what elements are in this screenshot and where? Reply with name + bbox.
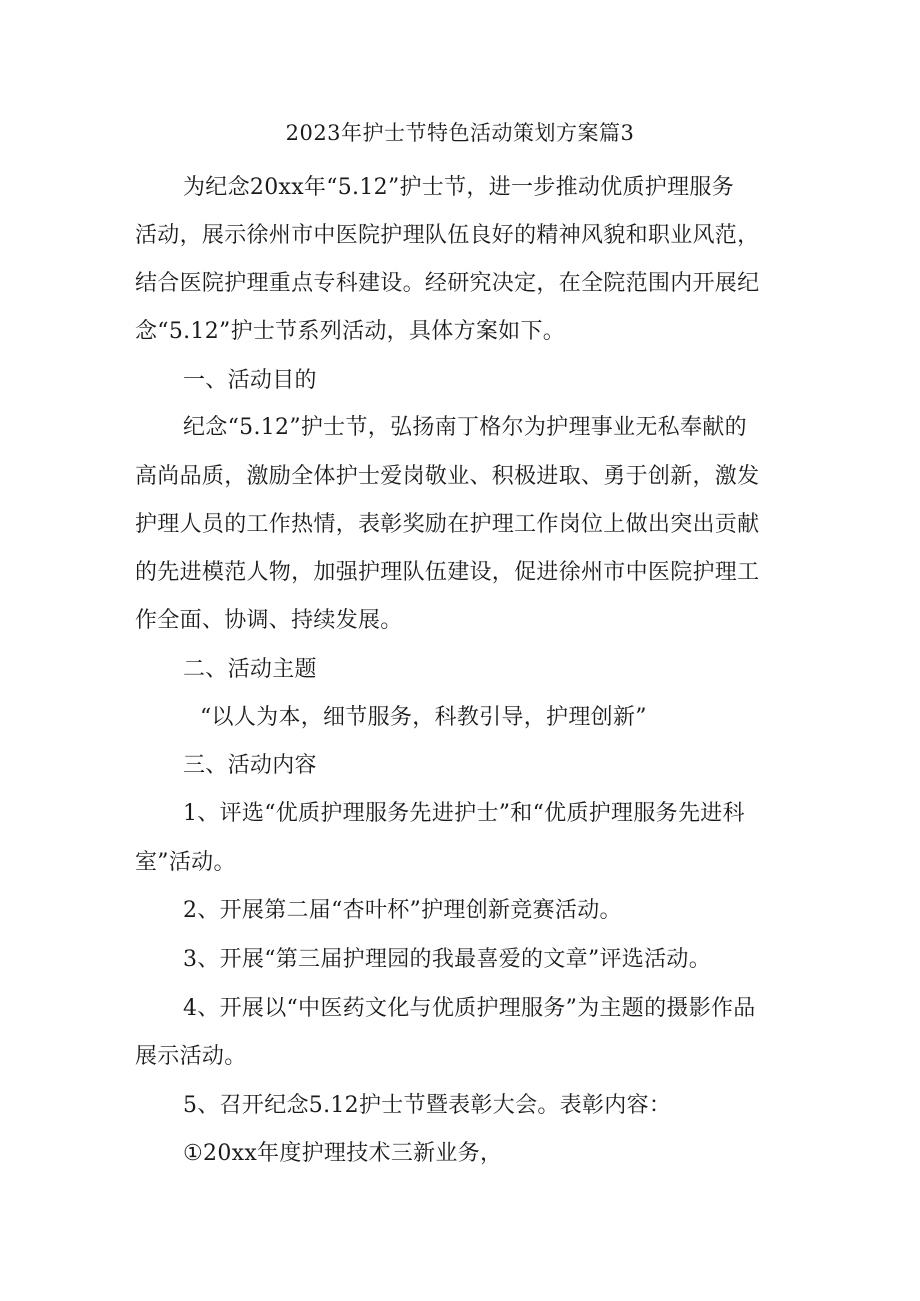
list-item-line: 3、开展“第三届护理园的我最喜爱的文章”评选活动。 xyxy=(183,947,711,972)
paragraph-line: 护理人员的工作热情，表彰奖励在护理工作岗位上做出突出贡献 xyxy=(135,512,760,537)
theme-quote: “以人为本，细节服务，科教引导，护理创新” xyxy=(200,705,647,730)
section-heading: 二、活动主题 xyxy=(183,657,317,682)
paragraph-line: 为纪念20xx年“5.12”护士节，进一步推动优质护理服务 xyxy=(183,175,734,200)
paragraph-line: 活动，展示徐州市中医院护理队伍良好的精神风貌和职业风范， xyxy=(135,223,760,248)
list-item-line: 1、评选“优质护理服务先进护士”和“优质护理服务先进科 xyxy=(183,801,745,826)
list-item-line: ①20xx年度护理技术三新业务， xyxy=(183,1141,503,1166)
section-heading: 一、活动目的 xyxy=(183,368,317,393)
list-item-line: 室”活动。 xyxy=(135,850,236,875)
paragraph-line: 念“5.12”护士节系列活动，具体方案如下。 xyxy=(135,319,566,344)
list-item-line: 展示活动。 xyxy=(135,1044,247,1069)
list-item-line: 5、召开纪念5.12护士节暨表彰大会。表彰内容： xyxy=(183,1093,672,1118)
section-heading: 三、活动内容 xyxy=(183,753,317,778)
document-title: 2023年护士节特色活动策划方案篇3 xyxy=(285,121,635,145)
paragraph-line: 的先进模范人物，加强护理队伍建设，促进徐州市中医院护理工 xyxy=(135,560,760,585)
paragraph-line: 高尚品质，激励全体护士爱岗敬业、积极进取、勇于创新，激发 xyxy=(135,464,760,489)
paragraph-line: 结合医院护理重点专科建设。经研究决定，在全院范围内开展纪 xyxy=(135,271,760,296)
list-item-line: 4、开展以“中医药文化与优质护理服务”为主题的摄影作品 xyxy=(183,996,756,1021)
paragraph-line: 纪念“5.12”护士节，弘扬南丁格尔为护理事业无私奉献的 xyxy=(183,415,747,440)
list-item-line: 2、开展第二届“杏叶杯”护理创新竞赛活动。 xyxy=(183,898,622,923)
paragraph-line: 作全面、协调、持续发展。 xyxy=(135,608,403,633)
